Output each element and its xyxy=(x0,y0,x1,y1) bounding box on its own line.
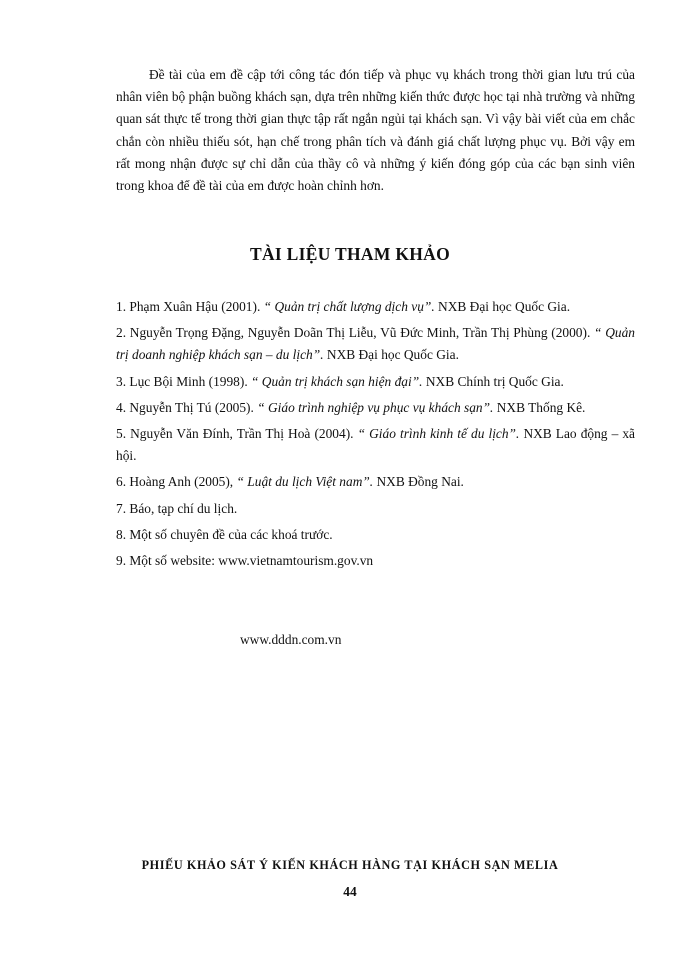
references-list xyxy=(116,296,635,576)
reference-item: 5. Nguyễn Văn Đính, Trần Thị Hoà (2004). “ Giáo trình kinh tế du lịch”. NXB Lao động – xã hội. xyxy=(116,426,635,464)
references-heading: TÀI LIỆU THAM KHẢO xyxy=(249,244,451,264)
reference-item: 2. Nguyễn Trọng Đặng, Nguyễn Doãn Thị Liễu, Vũ Đức Minh, Trần Thị Phùng (2000). “ Quản trị doanh nghiệp khách sạn – du lịch”. NXB Đại học Quốc Gia. xyxy=(116,325,635,363)
reference-website-2: www.dddn.com.vn xyxy=(240,632,342,647)
survey-title: PHIẾU KHẢO SÁT Ý KIẾN KHÁCH HÀNG TẠI KHÁCH SẠN MELIA xyxy=(141,858,559,872)
reference-item: 3. Lục Bội Minh (1998). “ Quản trị khách sạn hiện đại”. NXB Chính trị Quốc Gia. xyxy=(116,373,564,389)
reference-item: 6. Hoàng Anh (2005), “ Luật du lịch Việt nam”. NXB Đồng Nai. xyxy=(116,474,464,490)
intro-paragraph xyxy=(116,64,635,197)
reference-item: 4. Nguyễn Thị Tú (2005). “ Giáo trình nghiệp vụ phục vụ khách sạn”. NXB Thống Kê. xyxy=(116,399,586,415)
page-number: 44 xyxy=(343,884,357,899)
reference-item: 9. Một số website: www.vietnamtourism.gov.vn xyxy=(116,553,374,569)
reference-item: 8. Một số chuyên đề của các khoá trước. xyxy=(116,526,333,542)
reference-item: 7. Báo, tạp chí du lịch. xyxy=(116,500,238,516)
reference-item: 1. Phạm Xuân Hậu (2001). “ Quản trị chất lượng dịch vụ”. NXB Đại học Quốc Gia. xyxy=(116,299,571,314)
intro-text: Đề tài của em đề cập tới công tác đón tiếp và phục vụ khách trong thời gian lưu trú của nhân viên bộ phận buồng khách sạn, dựa trên những kiến thức được học tại nhà trường và những quan sát thực tế trong thời gian thực tập rất ngắn ngủi tại khách sạn. Vì vậy bài viết của em chắc chắn còn nhiều thiếu sót, hạn chế trong phân tích và đánh giá chất lượng phục vụ. Bởi vậy em rất mong nhận được sự chỉ dẫn của thầy cô và những ý kiến đóng góp của các bạn sinh viên trong khoa để đề tài của em được hoàn chỉnh hơn. xyxy=(116,67,635,194)
